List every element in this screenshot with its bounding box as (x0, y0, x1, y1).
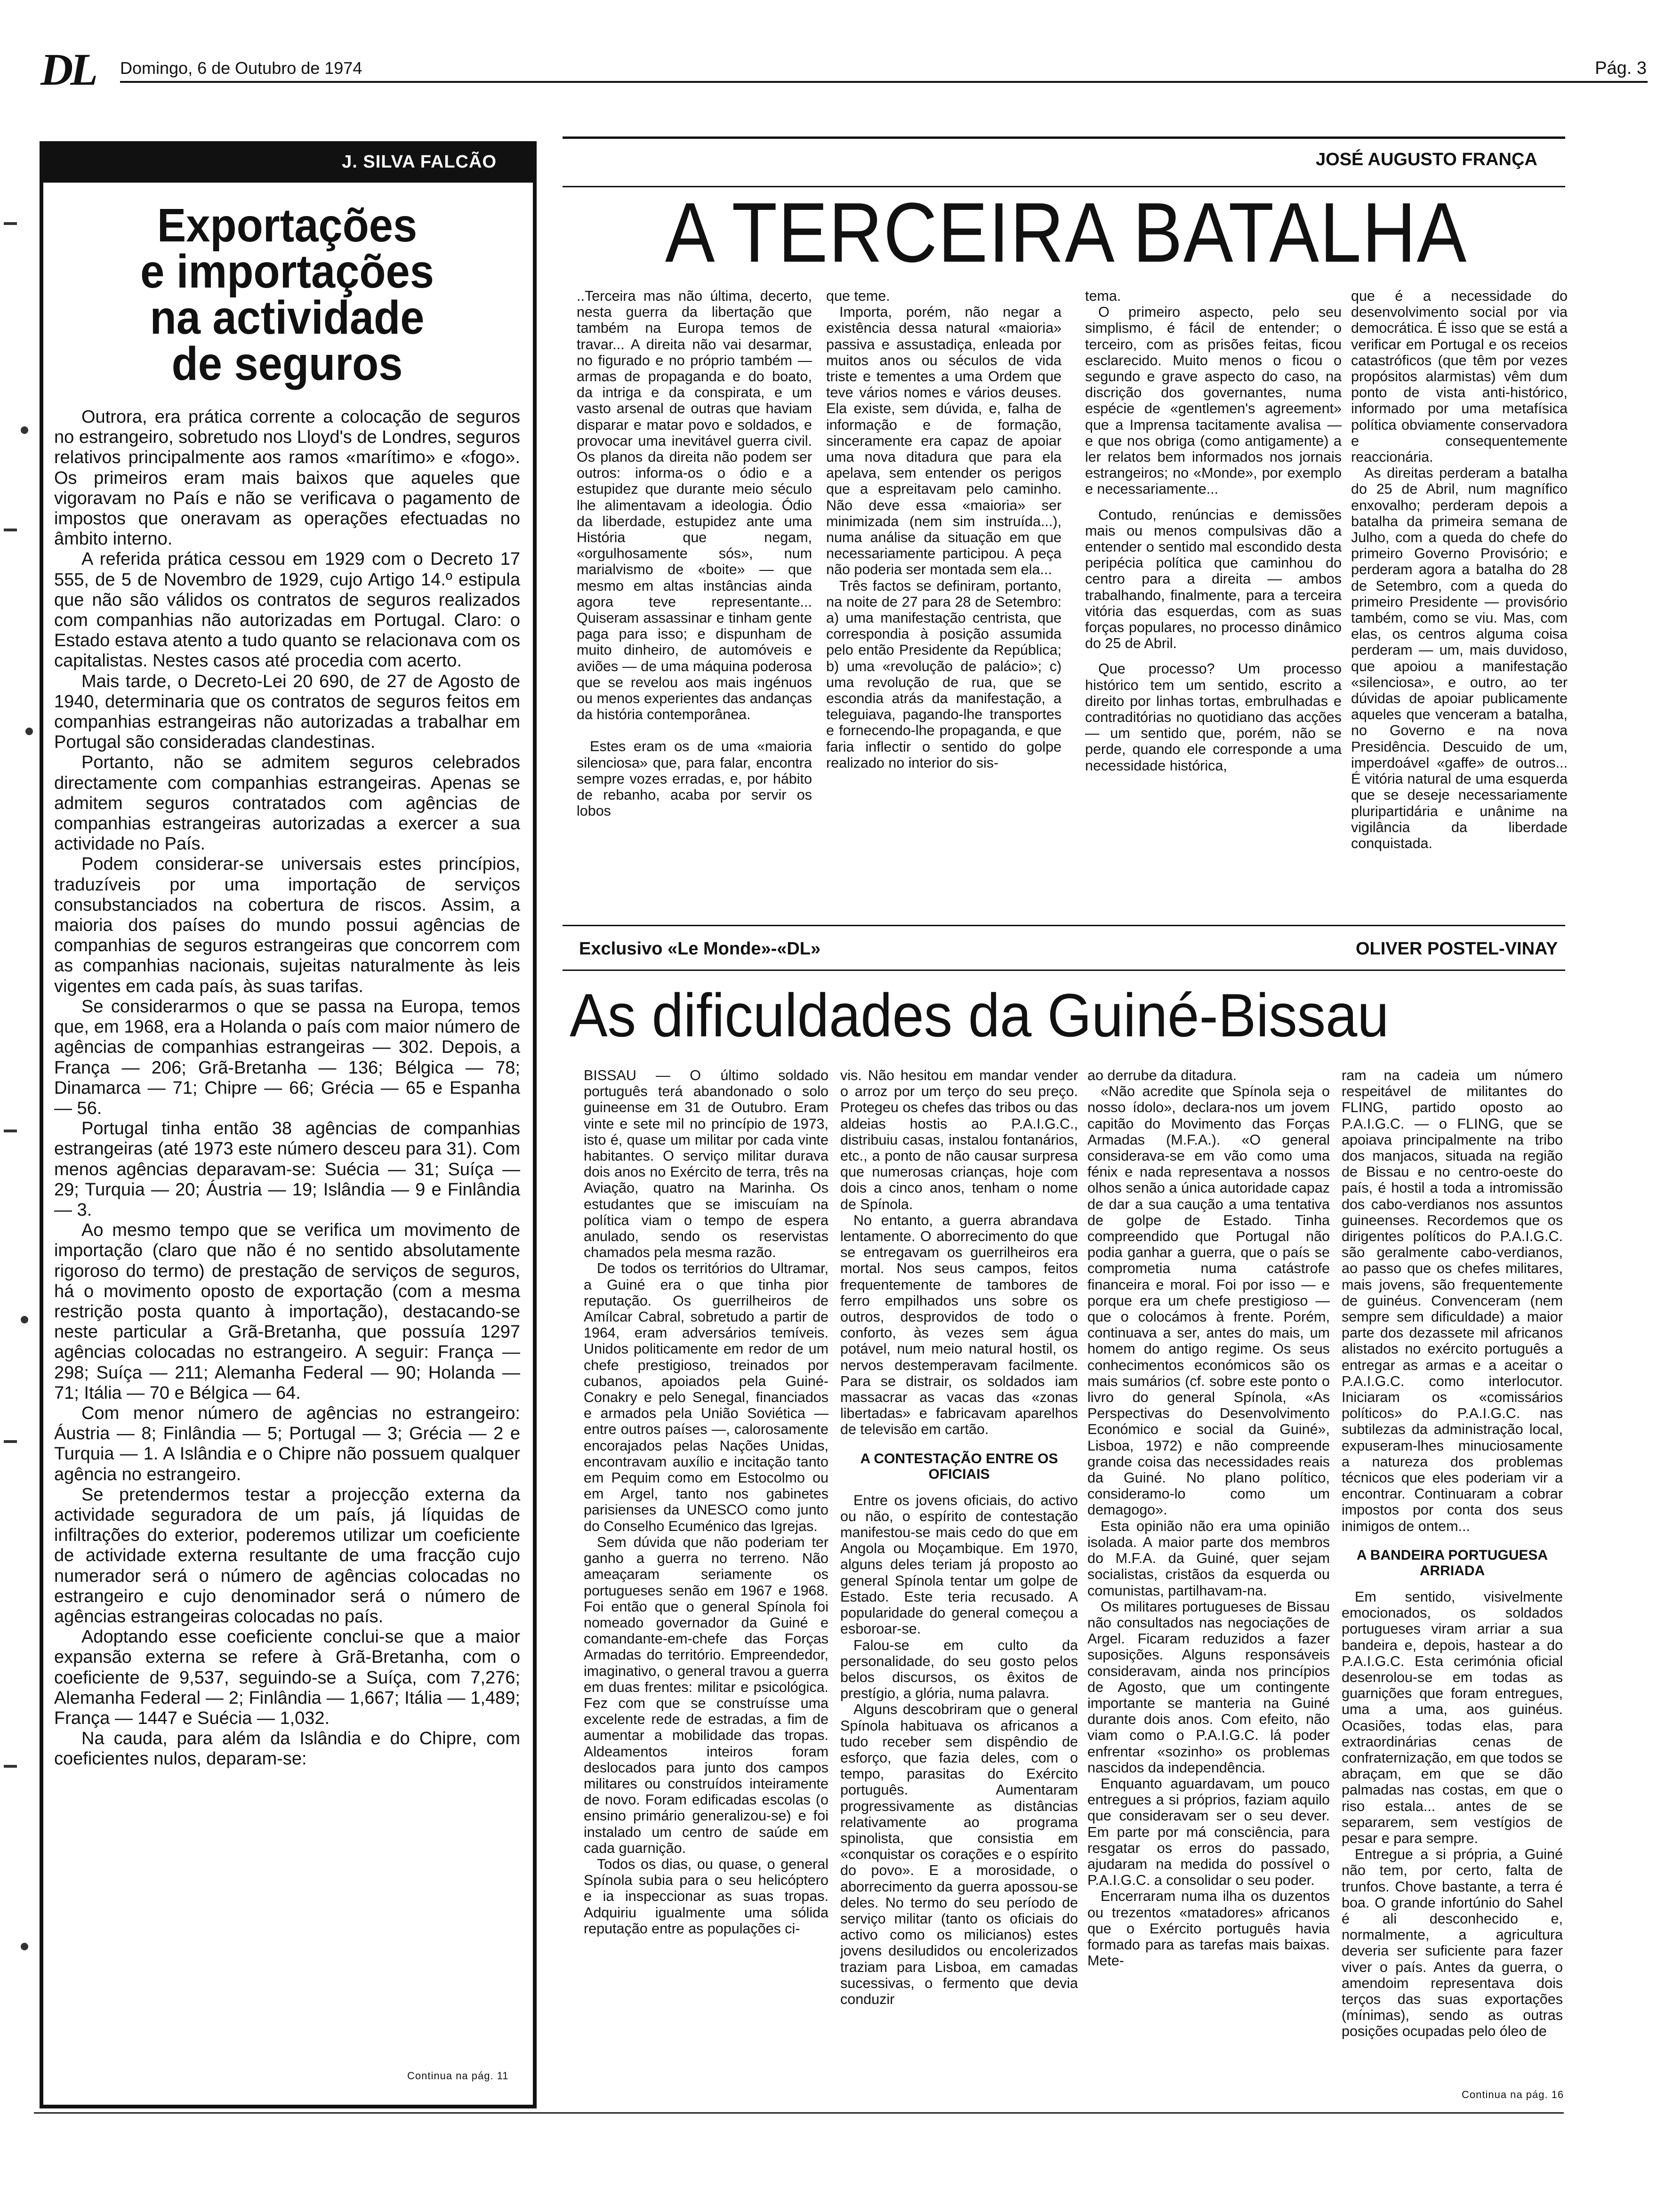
guine-col-4: ram na cadeia um número respeitável de militantes do FLING, partido oposto ao P.A.I.G.C. — o FLING, que se apoiava principalmente na tribo dos manjacos, situada na região de Bissau e no centro-oeste do país, é hostil a toda a intromissão dos cabo-verdianos nos assuntos guineenses. Recordemos que os dirigentes políticos do P.A.I.G.C. são geralmente cabo-verdianos, ao passo que os chefes militares, mais jovens, são frequentemente de guinéus. Convenceram (nem sempre sem dificuldade) a maior parte dos dezassete mil africanos alistados no exército português a entregar as armas e a aceitar o P.A.I.G.C. como interlocutor. Iniciaram os «comissários políticos» do P.A.I.G.C. nas subtilezas da administração local, expuseram-lhes minuciosamente a natureza dos problemas técnicos que eles poderiam vir a encontrar. Continuaram a cobrar impostos por conta dos seus inimigos de ontem... A BANDEIRA PORTUGUESA ARRIADA Em sentido, visivelmente emocionados, os soldados portugueses viram arriar a sua bandeira e, depois, hastear a do P.A.I.G.C. Esta cerimónia oficial desenrolou-se em todas as guarnições que foram entregues, uma a uma, aos guinéus. Ocasiões, todas elas, para extraordinárias cenas de confraternização, em que todos se abraçam, em que se dão palmadas nas costas, em que o riso estala... antes de se separarem, sem vestígios de pesar e para sempre. Entregue a si própria, a Guiné não tem, por certo, falta de trunfos. Chove bastante, a terra é boa. O grande infortúnio do Sahel é ali desconhecido e, normalmente, a agricultura deveria ser suficiente para fazer viver o país. Antes da guerra, o amendoim representava dois terços das suas exportações (mínimas), sendo as outras posições ocupadas pelo óleo de (1342, 1067, 1563, 2040)
binding-mark (4, 1130, 17, 1132)
section-separator (563, 925, 1565, 926)
guine-kicker: Exclusivo «Le Monde»-«DL» (579, 939, 821, 959)
binding-mark (4, 1765, 17, 1768)
terceira-col-1: ..Terceira mas não última, decerto, nesta guerra da libertação que também na Europa temos de travar... A direita não vai desarmar, no figurado e no próprio também — armas de propaganda e do boato, da intriga e da conspirata, e um vasto arsenal de outras que haviam disparar e matar povo e soldados, e provocar uma inevitável guerra civil. Os planos da direita não podem ser outros: informa-os o ódio e a estupidez que durante meio século lhe alimentavam a ideologia. Ódio da liberdade, estupidez ante uma História que negam, «orgulhosamente sós», num marialvismo de «boite» — que mesmo em altas instâncias ainda agora teve representante... Quiseram assassinar e tinham gente paga para isso; e dispunham de muito dinheiro, de automóveis e aviões — de uma máquina poderosa que se revelou aos mais ingénuos ou menos experientes das andanças da história contemporânea. Estes eram os de uma «maioria silenciosa» que, para falar, encontra sempre vozes erradas, e, por hábito de rebanho, acaba por servir os lobos (577, 288, 812, 819)
guine-byline-rule (563, 970, 1565, 971)
left-article-continued: Continua na pág. 11 (407, 2070, 509, 2082)
binding-mark (21, 1316, 28, 1323)
binding-mark (4, 1440, 17, 1443)
guine-col-3: ao derrube da ditadura. «Não acredite que Spínola seja o nosso ídolo», declara-nos um jovem capitão do Movimento das Forças Armadas (M.F.A.). «O general considerava-se em vão como uma fénix e nada representava a nossos olhos senão a única autoridade capaz de dar a sua caução a uma tentativa de golpe de Estado. Tinha compreendido que Portugal não podia ganhar a guerra, que o país se comprometia numa catástrofe financeira e moral. Foi por isso — e porque era um chefe prestigioso — que o colocámos à frente. Porém, continuava a ser, antes do mais, um homem do antigo regime. Os seus conhecimentos económicos são os mais sumários (cf. sobre este ponto o livro do general Spínola, «As Perspectivas do Desenvolvimento Económico e social da Guiné», Lisboa, 1972) e não compreende grande coisa das necessidades reais da Guiné. No plano político, consideramo-lo como um demagogo». Esta opinião não era uma opinião isolada. A maior parte dos membros do M.F.A. da Guiné, quer sejam socialistas, cristãos da esquerda ou comunistas, partilhavam-na. Os militares portugueses de Bissau não consultados nas negociações de Argel. Ficaram reduzidos a fazer suposições. Alguns responsáveis consideravam, ainda nos princípios de Agosto, que um contingente importante se manteria na Guiné durante dois anos. Com efeito, não viam como o P.A.I.G.C. lá poder enfrentar «sozinho» os problemas nascidos da independência. Enquanto aguardavam, um pouco entregues a si próprios, faziam aquilo que consideravam ser o seu dever. Em parte por má consciência, para resgatar os erros do passado, ajudaram na medida do possível o P.A.I.G.C. a consolidar o seu poder. Encerraram numa ilha os duzentos ou trezentos «matadores» africanos que o Exército português havia formado para as tarefas mais baixas. Mete- (1087, 1067, 1330, 1969)
page-number: Pág. 3 (1595, 58, 1647, 78)
guine-byline: OLIVER POSTEL-VINAY (1356, 939, 1558, 959)
terceira-col-4: que é a necessidade do desenvolvimento social por via democrática. É isso que se está a verificar em Portugal e os receios catastróficos (que têm por vezes propósitos alarmistas) vêm dum ponto de vista anti-histórico, informado por uma metafísica política obviamente conservadora e consequentemente reaccionária. As direitas perderam a batalha do 25 de Abril, num magnífico enxovalho; perderam depois a batalha da primeira semana de Julho, com a queda do chefe do primeiro Governo Provisório; e perderam agora a batalha do 28 de Setembro, com a queda do primeiro Presidente — provisório também, como se viu. Mas, com elas, os centros alguma coisa perderam — um, mais duvidoso, que apoiou a manifestação «silenciosa», e outro, ao ter dúvidas de apoiar publicamente aqueles que venceram a batalha, no Governo e na nova Presidência. Descuido de um, imperdoável «gaffe» de outros... É vitória natural de uma esquerda que se deseje necessariamente pluripartidária e unânime na vigilância da liberdade conquistada. (1351, 288, 1568, 851)
guine-headline: As dificuldades da Guiné-Bissau (570, 981, 1389, 1050)
terceira-col-3: tema. O primeiro aspecto, pelo seu simplismo, é fácil de entender; o terceiro, com as prisões feitas, ficou esclarecido. Muito menos o ficou o segundo e grave aspecto do caso, na discrição dos governantes, numa espécie de «gentlemen's agreement» que a Imprensa tacitamente avalisa — e que nos obriga (como antigamente) a ler relatos bem informados nos jornais estrangeiros; no «Monde», por exemplo e necessariamente... Contudo, renúncias e demissões mais ou menos compulsivas dão a entender o sentido mal escondido desta peripécia política que caminhou do centro para a direita — ambos trabalhando, finalmente, para a terceira vitória das esquerdas, com as suas forças populares, no processo dinâmico do 25 de Abril. Que processo? Um processo histórico tem um sentido, escrito a direito por linhas tortas, embrulhadas e contraditórias no quotidiano das acções — um sentido que, porém, não se perde, quando ele corresponde a uma necessidade histórica, (1085, 288, 1342, 774)
left-article-byline: J. SILVA FALCÃO (40, 141, 537, 183)
page-bottom-rule (34, 2112, 1564, 2114)
subheading-contestacao: A CONTESTAÇÃO ENTRE OS OFICIAIS (860, 1451, 1058, 1482)
newspaper-logo: DL (40, 44, 95, 95)
left-article-headline: Exportações e importações na actividade de seguros (140, 199, 434, 390)
terceira-col-2: que teme. Importa, porém, não negar a existência dessa natural «maioria» passiva e assustadiça, enleada por muitos anos ou séculos de vida triste e tementes a uma Ordem que teve vários nomes e vários deuses. Ela existe, sem dúvida, e, falha de informação e de formação, sinceramente era capaz de apoiar uma nova ditadura que para ela apelava, sem entender os perigos que a espreitavam pelo caminho. Não deve essa «maioria» ser minimizada (nem sim instruída...), numa análise da situação em que necessariamente participou. A peça não poderia ser montada sem ela... Três factos se definiram, portanto, na noite de 27 para 28 de Setembro: a) uma manifestação centrista, que correspondia à posição assumida pelo então Presidente da República; b) uma «revolução de palácio»; c) uma revolução de rua, que se escondia atrás da manifestação, a teleguiava, pagando-lhe transportes e fornecendo-lhe propaganda, e que faria inflectir o sentido do golpe realizado no interior do sis- (826, 288, 1062, 771)
binding-mark (21, 426, 28, 434)
masthead-rule (120, 81, 1648, 83)
terceira-top-rule (563, 136, 1565, 139)
terceira-headline: A TERCEIRA BATALHA (665, 185, 1468, 280)
terceira-byline: JOSÉ AUGUSTO FRANÇA (1316, 150, 1537, 169)
guine-continued: Continua na pág. 16 (1462, 2089, 1564, 2100)
issue-date: Domingo, 6 de Outubro de 1974 (120, 58, 362, 78)
subheading-bandeira: A BANDEIRA PORTUGUESA ARRIADA (1356, 1547, 1548, 1579)
binding-mark (21, 1943, 28, 1950)
left-article-body: Outrora, era prática corrente a colocação de seguros no estrangeiro, sobretudo nos Lloyd's de Londres, seguros relativos principalmente aos ramos «marítimo» e «fogo». Os primeiros eram mais baixos que aqueles que vigoravam no País e não se verificava o pagamento de impostos que oneravam as operações efectuadas no âmbito interno. A referida prática cessou em 1929 com o Decreto 17 555, de 5 de Novembro de 1929, cujo Artigo 14.º estipula que não são válidos os contratos de seguros realizados com companhias não autorizadas em Portugal. Claro: o Estado estava atento a tudo quanto se relacionava com os capitalistas. Nestes casos até procedia com acerto. Mais tarde, o Decreto-Lei 20 690, de 27 de Agosto de 1940, determinaria que os contratos de seguros feitos em companhias estrangeiras não autorizadas a trabalhar em Portugal são consideradas clandestinas. Portanto, não se admitem seguros celebrados directamente com companhias estrangeiras. Apenas se admitem seguros contratados com agências de companhias estrangeiras autorizadas a exercer a sua actividade no País. Podem considerar-se universais estes princípios, traduzíveis por uma importação de serviços consubstanciados na cobertura de riscos. Assim, a maioria dos países do mundo possui agências de companhias de seguros estrangeiras que concorrem com as companhias nacionais, sujeitas naturalmente às leis vigentes em cada país, às suas tarifas. Se considerarmos o que se passa na Europa, temos que, em 1968, era a Holanda o país com maior número de agências de companhias estrangeiras — 302. Depois, a França — 206; Grã-Bretanha — 136; Bélgica — 78; Dinamarca — 71; Chipre — 66; Grécia — 65 e Espanha — 56. Portugal tinha então 38 agências de companhias estrangeiras (até 1973 este número desceu para 31). Com menos agências deparavam-se: Suécia — 31; Suíça — 29; Turquia — 20; Áustria — 19; Islândia — 9 e Finlândia — 3. Ao mesmo tempo que se verifica um movimento de importação (claro que não é no sentido absolutamente rigoroso do termo) de prestação de serviços de seguros, há o movimento oposto de exportação (com a mesma restrição posta quanto à importação), destacando-se neste particular a Grã-Bretanha, que possuía 1297 agências colocadas no estrangeiro. A seguir: França — 298; Suíça — 211; Alemanha Federal — 90; Holanda — 71; Itália — 70 e Bélgica — 64. Com menor número de agências no estrangeiro: Áustria — 8; Finlândia — 5; Portugal — 3; Grécia — 2 e Turquia — 1. A Islândia e o Chipre não possuem qualquer agência no estrangeiro. Se pretendermos testar a projecção externa da actividade seguradora de um país, já líquidas de infiltrações do exterior, poderemos utilizar um coeficiente de actividade externa resultante de uma fracção cujo numerador será o número de agências colocadas no estrangeiro e cujo denominador será o número de agências estrangeiras colocadas no país. Adoptando esse coeficiente conclui-se que a maior expansão externa se refere à Grã-Bretanha, com o coeficiente de 9,537, seguindo-se a Suíça, com 7,276; Alemanha Federal — 2; Finlândia — 1,667; Itália — 1,489; França — 1447 e Suécia — 1,032. Na cauda, para além da Islândia e do Chipre, com coeficientes nulos, deparam-se: (54, 407, 520, 1769)
guine-col-1: BISSAU — O último soldado português terá abandonado o solo guineense em 31 de Outubro. Eram vinte e sete mil no princípio de 1973, isto é, quase um militar por cada vinte habitantes. O serviço militar durava dois anos no Exército de terra, três na Aviação, quatro na Marinha. Os estudantes que se imiscuíam na política viam o tempo de espera anulado, sendo os reservistas chamados pela mesma razão. De todos os territórios do Ultramar, a Guiné era o que tinha pior reputação. Os guerrilheiros de Amílcar Cabral, sobretudo a partir de 1964, eram adversários temíveis. Unidos politicamente em redor de um chefe prestigioso, treinados por cubanos, apoiados pela Guiné-Conakry e pelo Senegal, financiados e armados pela União Soviética — entre outros países —, calorosamente encorajados pelas Nações Unidas, encontravam auxílio e incitação tanto em Pequim como em Estocolmo ou em Argel, tanto nos gabinetes parisienses da UNESCO como junto do Conselho Ecuménico das Igrejas. Sem dúvida que não poderiam ter ganho a guerra no terreno. Não ameaçaram seriamente os portugueses senão em 1967 e 1968. Foi então que o general Spínola foi nomeado governador da Guiné e comandante-em-chefe das Forças Armadas do território. Empreendedor, imaginativo, o general travou a guerra em duas frentes: militar e psicológica. Fez com que se construísse uma excelente rede de estradas, a fim de aumentar a mobilidade das tropas. Aldeamentos inteiros foram deslocados para junto dos campos militares ou construídos inteiramente de novo. Foram edificadas escolas (o ensino primário generalizou-se) e foi instalado um centro de saúde em cada guarnição. Todos os dias, ou quase, o general Spínola subia para o seu helicóptero e ia inspeccionar as suas tropas. Adquiriu igualmente uma sólida reputação entre as populações ci- (584, 1067, 828, 1937)
binding-mark (4, 529, 17, 531)
binding-mark (4, 222, 17, 225)
binding-mark (25, 728, 33, 735)
guine-col-2: vis. Não hesitou em mandar vender o arroz por um terço do seu preço. Protegeu os chefes das tribos ou das aldeias hostis ao P.A.I.G.C., distribuiu casas, instalou fontanários, etc., a ponto de não causar surpresa que numerosas crianças, hoje com dois a cinco anos, tenham o nome de Spínola. No entanto, a guerra abrandava lentamente. O aborrecimento do que se entregavam os guerrilheiros era mortal. Nos seus campos, feitos frequentemente de tambores de ferro empilhados uns sobre os outros, desprovidos de todo o conforto, às vezes sem água potável, num meio natural hostil, os nervos destemperavam facilmente. Para se distrair, os soldados iam massacrar as vacas das «zonas libertadas» e fabricavam aparelhos de televisão em cartão. A CONTESTAÇÃO ENTRE OS OFICIAIS Entre os jovens oficiais, do activo ou não, o espírito de contestação manifestou-se mais cedo do que em Angola ou Moçambique. Em 1970, alguns deles teriam já proposto ao general Spínola tentar um golpe de Estado. Este teria recusado. A popularidade do general começou a esboroar-se. Falou-se em culto da personalidade, do seu gosto pelos belos discursos, os êxitos de prestígio, a glória, numa palavra. Alguns descobriram que o general Spínola habituava os africanos a tudo receber sem dispêndio de esforço, que fazia deles, com o tempo, parasitas do Exército português. Aumentaram progressivamente as distâncias relativamente ao programa spinolista, que consistia em «conquistar os corações e o espírito do povo». E a morosidade, o aborrecimento da guerra apossou-se deles. No termo do seu período de serviço militar (tanto os oficiais do activo como os milicianos) estes jovens desiludidos ou encolerizados traziam para Lisboa, em camadas sucessivas, o fermento que devia conduzir (840, 1067, 1078, 2007)
